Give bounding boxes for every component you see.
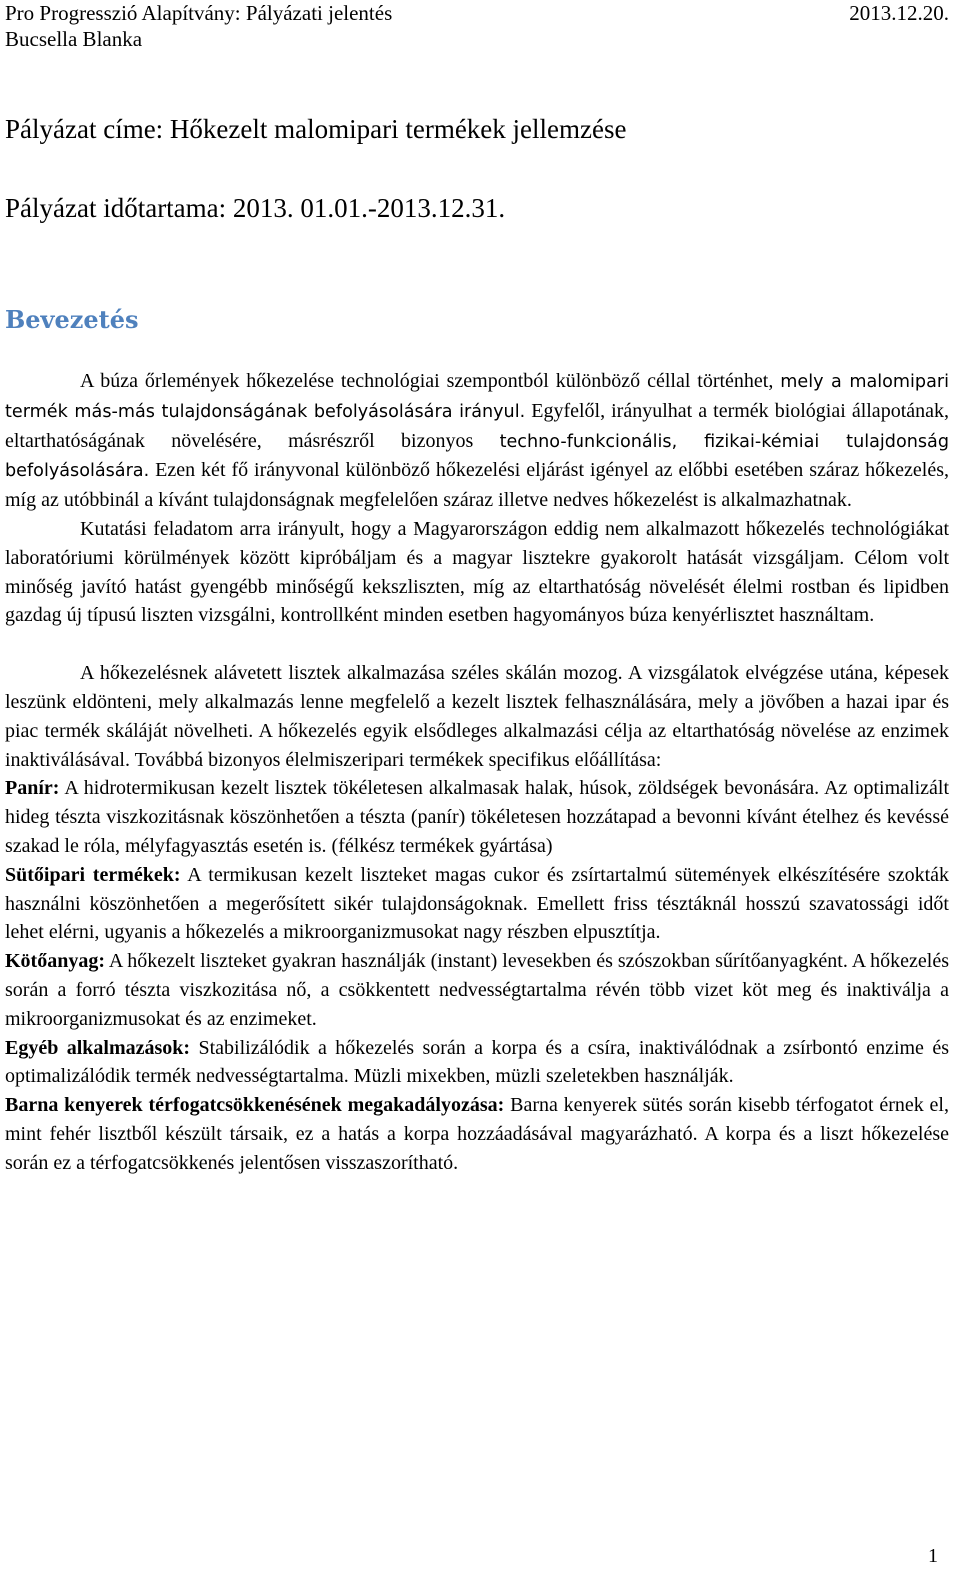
header-org: Pro Progresszió Alapítvány: Pályázati jelentés — [5, 1, 393, 25]
item-label: Panír: — [5, 777, 60, 800]
item-text: A hőkezelt liszteket gyakran használják (instant) levesekben és szószokban sűrítőanyagként. A hőkezelés során a forró tészta viszkozitása nő, a csökkentett nedvességtartalma révén több vizet köt meg és inaktiválja a mikroorganizmusokat és az enzimeket. — [5, 950, 949, 1030]
item-label: Sütőipari termékek: — [5, 863, 181, 886]
list-item — [5, 1034, 949, 1092]
list-item — [5, 1091, 949, 1177]
page-header — [5, 0, 949, 51]
paragraph-intro — [5, 367, 949, 515]
list-item — [5, 861, 949, 947]
document-title: Pályázat címe: Hőkezelt malomipari termékek jellemzése — [5, 114, 627, 144]
intro-part-a: A búza őrlemények hőkezelése technológiai szempontból különböző céllal történhet, — [80, 370, 781, 392]
item-text: A termikusan kezelt liszteket magas cukor és zsírtartalmú sütemények elkészítésére szokták használni köszönhetően a megerősített sikér tulajdonságoknak. Emellett friss tésztáknál hosszú szavatossági időt lehet elérni, ugyanis a hőkezelés a mikroorganizmusokat nagy részben elpusztítja. — [5, 863, 950, 944]
header-author: Bucsella Blanka — [5, 27, 143, 51]
item-label: Barna kenyerek térfogatcsökkenésének megakadályozása: — [5, 1094, 505, 1117]
item-label: Kötőanyag: — [5, 950, 105, 973]
paragraph-applications: A hőkezelésnek alávetett lisztek alkalmazása széles skálán mozog. A vizsgálatok elvégzése utána, képesek leszünk eldönteni, mely alkalmazás lenne megfelelő a kezelt lisztek felhasználására, mely a jövőben a hazai ipar és piac termék skáláját növelheti. A hőkezelés egyik elsődleges alkalmazási célja az eltarthatóság növelése az enzimek inaktiválásával. Továbbá bizonyos élelmiszeripari termékek specifikus előállítása: — [5, 662, 949, 771]
item-text: Barna kenyerek sütés során kisebb térfogatot érnek el, mint fehér lisztből készült társaik, ez a hatás a korpa hozzáadásával magyarázható. A korpa és a liszt hőkezelése során ez a térfogatcsökkenés jelentősen visszaszorítható. — [5, 1094, 949, 1174]
intro-part-b: mely a malomipari termék más-más tulajdonságának befolyásolására irányul. — [5, 372, 949, 422]
intro-part-c: Egyfelől, irányulhat a termék biológiai állapotának, eltarthatóságának növelésére, másrészről bizonyos — [5, 399, 949, 452]
document-duration: Pályázat időtartama: 2013. 01.01.-2013.12.31. — [5, 193, 506, 223]
body-text — [5, 367, 949, 1178]
section-heading: Bevezetés — [5, 305, 139, 334]
item-label: Egyéb alkalmazások: — [5, 1036, 191, 1059]
page-number: 1 — [928, 1545, 938, 1567]
paragraph-gap — [5, 630, 949, 659]
list-item — [5, 774, 949, 860]
header-date: 2013.12.20. — [849, 1, 949, 25]
intro-part-e: Ezen két fő irányvonal különböző hőkezelési eljárást igényel az előbbi esetében száraz hőkezelés, míg az utóbbinál a kívánt tulajdonságnak megfelelően száraz illetve nedves hőkezelést is alkalmazhatnak. — [5, 459, 949, 512]
item-text: Stabilizálódik a hőkezelés során a korpa és a csíra, inaktiválódnak a zsírbontó enzime és optimalizálódik termék nedvességtartalma. Müzli mixekben, müzli szeletekben használják. — [5, 1036, 949, 1088]
list-item — [5, 947, 949, 1033]
paragraph-research: Kutatási feladatom arra irányult, hogy a Magyarországon eddig nem alkalmazott hőkezelés technológiákat laboratóriumi körülmények között kipróbáljam és a magyar lisztekre gyakorolt hatását vizsgáljam. Célom volt minőség javító hatást gyengébb minőségű kekszliszten, míg az eltarthatóság növelését élelmi rostban és lipidben gazdag új típusú liszten vizsgálni, kontrollként minden esetben hagyományos búza kenyérlisztet használtam. — [5, 517, 949, 627]
item-text: A hidrotermikusan kezelt lisztek tökéletesen alkalmasak halak, húsok, zöldségek bevonására. Az optimalizált hideg tészta viszkozitásnak köszönhetően a tészta (panír) tökéletesen hozzátapad a bevonni kívánt ételhez és kevéssé szakad le róla, mélyfagyasztás esetén is. (félkész termékek gyártása) — [5, 777, 949, 857]
intro-part-d: techno-funkcionális, fizikai-kémiai tulajdonság befolyásolására. — [5, 431, 949, 482]
